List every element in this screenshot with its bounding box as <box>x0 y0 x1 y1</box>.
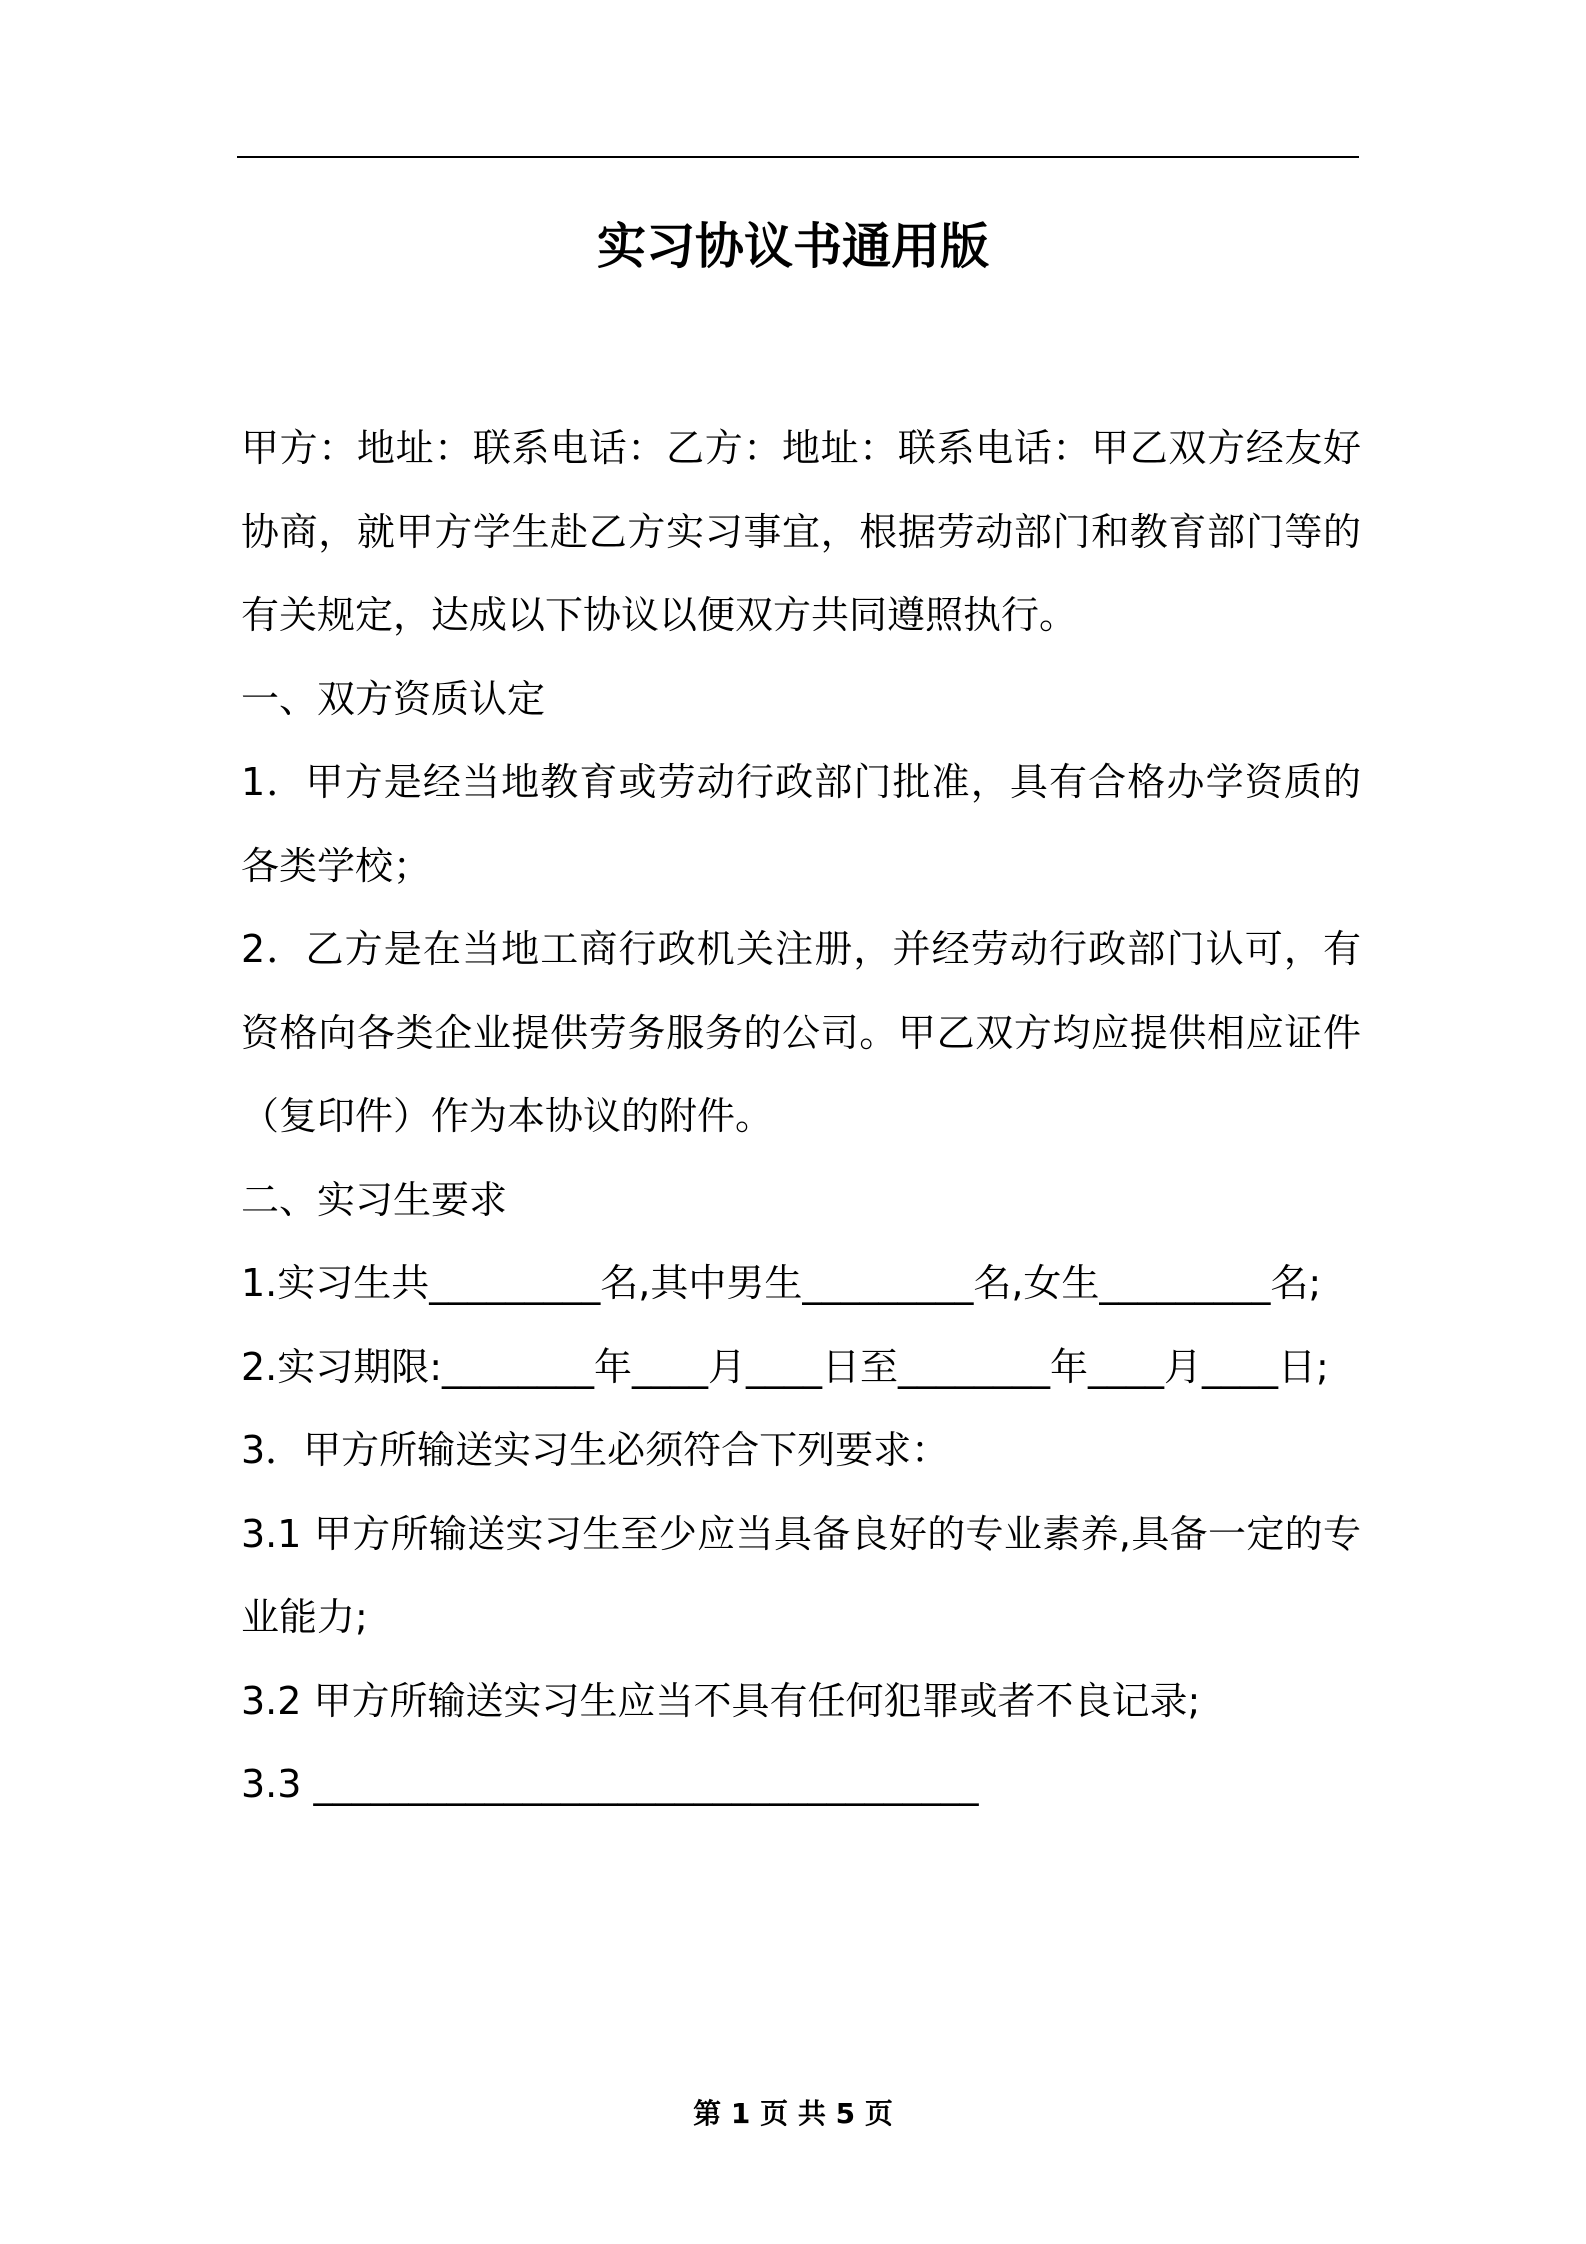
paragraph-requirements-intro: 3．甲方所输送实习生必须符合下列要求： <box>241 1428 950 1472</box>
paragraph-parties-preamble: 甲方：地址：联系电话：乙方：地址：联系电话：甲乙双方经友好协商，就甲方学生赴乙方实习事宜，根据劳动部门和教育部门等的有关规定，达成以下协议以便双方共同遵照执行。 <box>241 426 1361 637</box>
paragraph-requirement-3-2: 3.2 甲方所输送实习生应当不具有任何犯罪或者不良记录; <box>241 1678 1201 1723</box>
paragraph-party-a-qualification: 1．甲方是经当地教育或劳动行政部门批准，具有合格办学资质的各类学校； <box>241 760 1361 888</box>
document-title: 实习协议书通用版 <box>596 218 989 275</box>
header-rule <box>237 156 1359 158</box>
page-footer: 第 1 页 共 5 页 <box>693 2097 893 2130</box>
paragraph-party-b-qualification: 2．乙方是在当地工商行政机关注册，并经劳动行政部门认可，有资格向各类企业提供劳务服务的公司。甲乙双方均应提供相应证件（复印件）作为本协议的附件。 <box>241 927 1361 1138</box>
section-heading-qualification: 一、双方资质认定 <box>241 676 546 721</box>
paragraph-intern-count: 1.实习生共_________名,其中男生_________名,女生_________名; <box>241 1261 1322 1305</box>
paragraph-requirement-3-3: 3.3 ___________________________________ <box>241 1762 979 1806</box>
document-body <box>241 407 1361 1827</box>
paragraph-requirement-3-1: 3.1 甲方所输送实习生至少应当具备良好的专业素养,具备一定的专业能力; <box>241 1511 1361 1639</box>
paragraph-intern-period: 2.实习期限:________年____月____日至________年____月____日; <box>241 1344 1329 1389</box>
section-heading-intern-requirements: 二、实习生要求 <box>241 1177 508 1222</box>
